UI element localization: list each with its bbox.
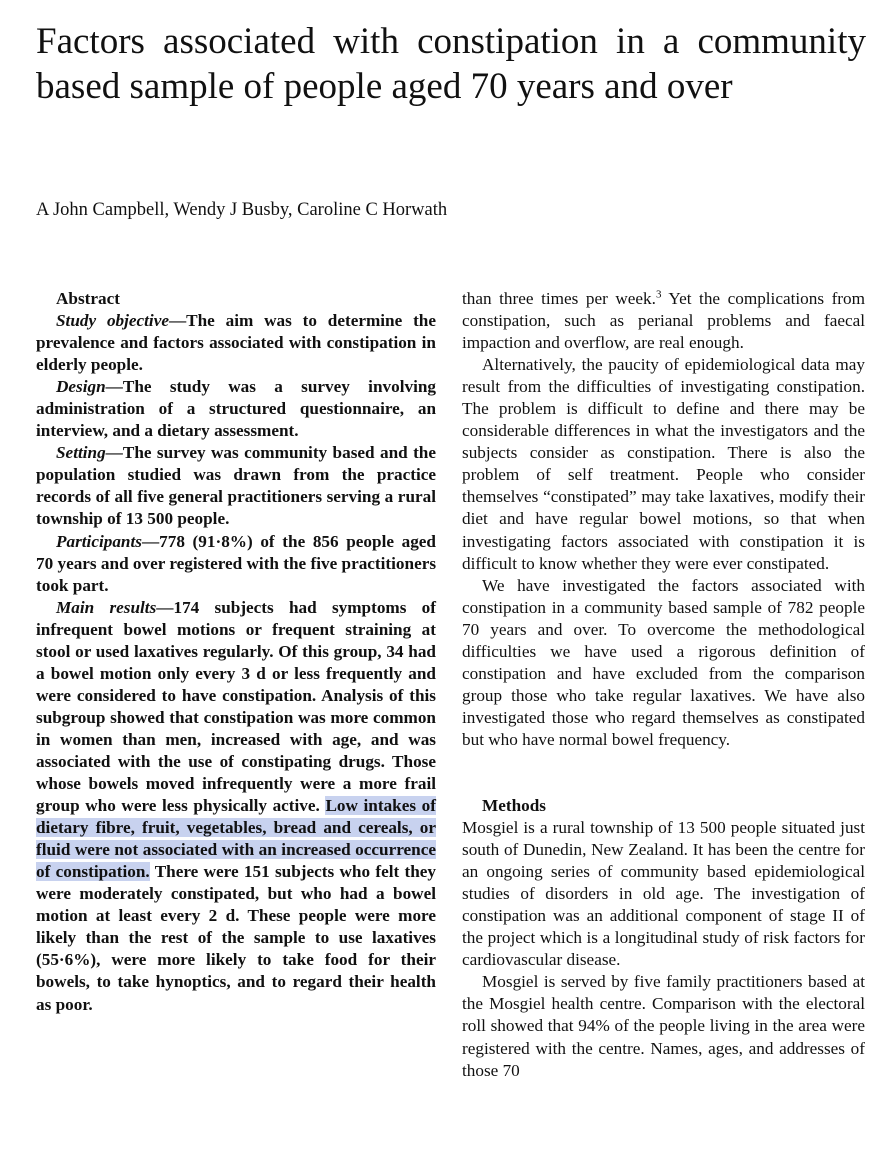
results-text-before: —174 subjects had symptoms of infrequent bowel motions or frequent straining at stool or used laxatives regularly. Of this group, 34 had a bowel motion only every 3 d or less frequently and were considered to have constipation. Analysis of this subgroup showed that constipation was more common in women than men, increased with age, and was associated with the use of constipating drugs. Those whose bowels moved infrequently were a more frail group who were less physically active. [36, 597, 436, 816]
objective-text: —The aim was to determine the prevalence and factors associated with constipation in elderly people. [36, 311, 436, 375]
methods-heading: Methods [482, 795, 546, 815]
objective-label: Study objective [56, 311, 169, 331]
section-spacer [462, 751, 865, 795]
methods-paragraph-2: Mosgiel is served by five family practitioners based at the Mosgiel health centre. Comparison with the electoral roll showed that 94% of the people living in the area were registered with the centre. Names, ages, and addresses of those 70 [462, 972, 865, 1080]
highlighted-text[interactable]: Low intakes of dietary fibre, fruit, vegetables, bread and cereals, or fluid were not associated with an increased occurrence of constipation. [36, 796, 436, 882]
abstract-heading: Abstract [56, 289, 120, 308]
design-text: —The study was a survey involving administration of a structured questionnaire, an interview, and a dietary assessment. [36, 377, 436, 441]
intro-p1-before: than three times per week. [462, 289, 656, 308]
participants-text: —778 (91·8%) of the 856 people aged 70 years and over registered with the five practitioners took part. [36, 531, 437, 595]
intro-paragraph-2: Alternatively, the paucity of epidemiological data may result from the difficulties of investigating constipation. The problem is difficult to define and there may be considerable differences in what the investigators and the subjects consider as constipation. There is also the problem of self treatment. People who consider themselves “constipated” may take laxatives, modify their diet and have regular bowel motions, so that when investigating factors associated with constipation it is difficult to know whether they were ever constipated. [462, 355, 865, 573]
reference-mark: 3 [655, 288, 662, 301]
methods-paragraph-1: Mosgiel is a rural township of 13 500 people situated just south of Dunedin, New Zealand. It has been the centre for an ongoing series of community based epidemiological studies of disorders in old age. The investigation of constipation was an additional component of stage II of the project which is a longitudinal study of risk factors for cardiovascular disease. [462, 818, 865, 970]
abstract-design [36, 376, 436, 442]
design-label: Design [56, 377, 106, 397]
abstract-objective [36, 310, 436, 376]
results-label: Main results [56, 597, 157, 617]
results-text-after: There were 151 subjects who felt they were moderately constipated, but who had a bowel motion at least every 2 d. These people were more likely than the rest of the sample to use laxatives (55·6%), were more likely to take food for their bowels, to take hynoptics, and to regard their health as poor. [36, 862, 436, 1014]
abstract-participants [36, 531, 436, 597]
setting-text: —The survey was community based and the population studied was drawn from the practice records of all five general practitioners serving a rural township of 13 500 people. [36, 443, 436, 529]
intro-paragraph-1 [462, 288, 865, 354]
intro-p1-after: Yet the complications from constipation, such as perianal problems and faecal impaction and overflow, are real enough. [462, 289, 865, 353]
abstract-setting [36, 442, 436, 530]
setting-label: Setting [56, 443, 106, 463]
intro-paragraph-3: We have investigated the factors associated with constipation in a community based sample of 782 people 70 years and over. To overcome the methodological difficulties we have used a rigorous definition of constipation and have excluded from the comparison group those who take regular laxatives. We have also investigated those who regard themselves as constipated but who have normal bowel frequency. [462, 575, 865, 749]
article-title: Factors associated with constipation in a community based sample of people aged 70 years and over [36, 21, 866, 107]
participants-label: Participants [56, 531, 142, 551]
abstract-column [36, 288, 436, 1016]
abstract-results [36, 597, 436, 1016]
body-column [462, 288, 865, 1082]
author-list: A John Campbell, Wendy J Busby, Caroline C Horwath [36, 200, 448, 220]
